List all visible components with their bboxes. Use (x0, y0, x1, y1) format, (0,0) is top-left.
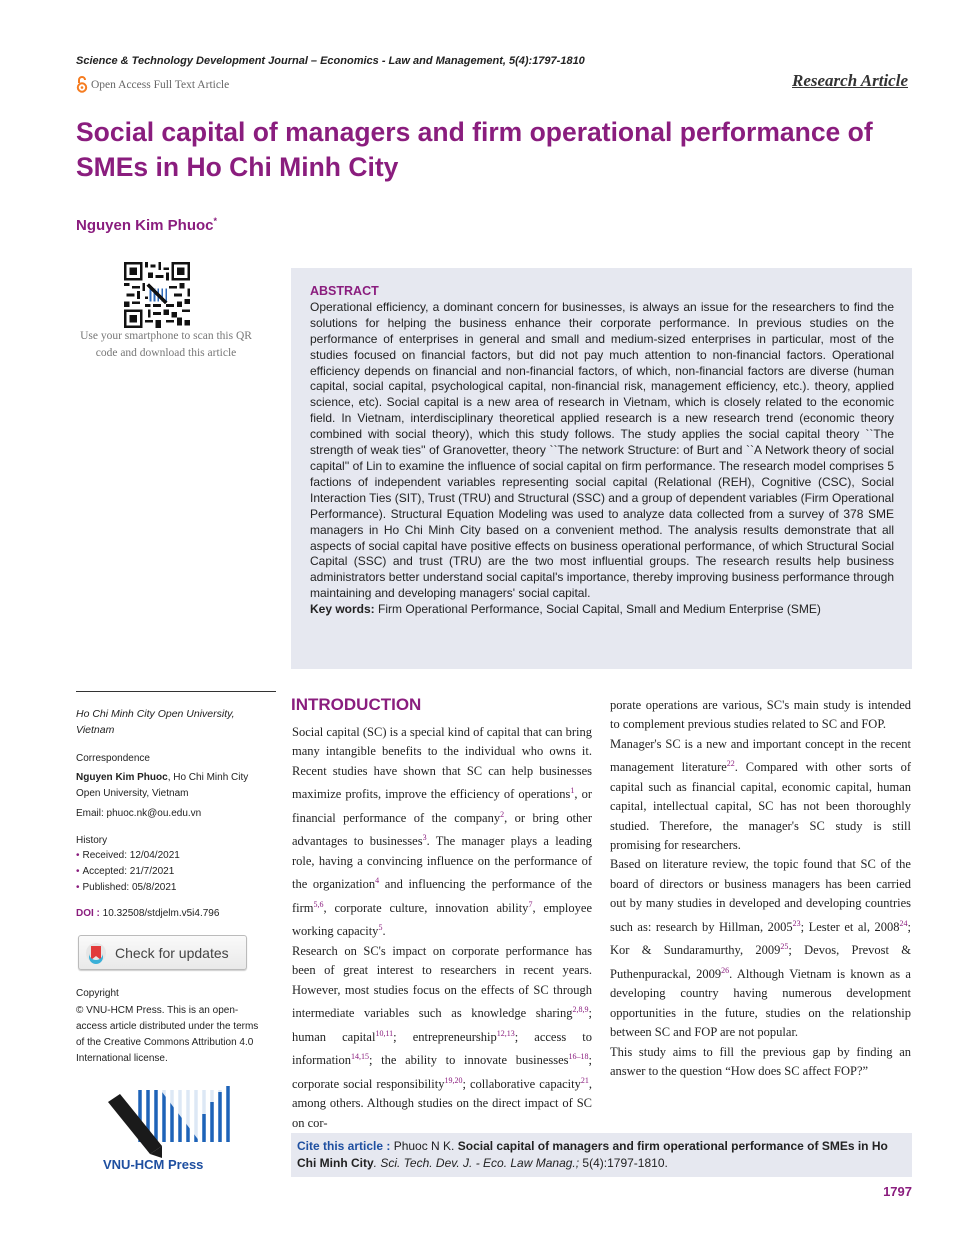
citation-ref[interactable]: 12,13 (496, 1028, 515, 1038)
sidebar-divider (76, 691, 276, 692)
doi-link[interactable]: 10.32508/stdjelm.v5i4.796 (102, 908, 220, 919)
cite-label: Cite this article : (297, 1139, 391, 1153)
author-name: Nguyen Kim Phuoc (76, 217, 214, 234)
citation-ref[interactable]: 14,15 (351, 1052, 370, 1062)
citation-ref[interactable]: 24 (899, 918, 908, 928)
cite-ref: 5(4):1797-1810. (579, 1155, 668, 1170)
publisher-name: VNU-HCM Press (103, 1157, 204, 1172)
citation-ref[interactable]: 1 (570, 786, 575, 796)
copyright-heading: Copyright (76, 988, 119, 999)
history-accepted: • Accepted: 21/7/2021 (76, 864, 266, 880)
citation-ref[interactable]: 5 (378, 923, 383, 933)
qr-caption: Use your smartphone to scan this QR code and download this article (80, 330, 252, 359)
citation-ref[interactable]: 26 (721, 965, 730, 975)
body-column-left (292, 723, 592, 1133)
citation-ref[interactable]: 2,8,9 (572, 1005, 589, 1015)
doi (76, 906, 266, 922)
doi-label: DOI : (76, 908, 100, 919)
correspondence-name: Nguyen Kim Phuoc (76, 772, 168, 783)
section-heading-introduction: INTRODUCTION (291, 695, 422, 714)
history-heading: History (76, 835, 108, 846)
citation-ref[interactable]: 4 (375, 876, 380, 886)
vnu-hcm-press-logo-icon (100, 1080, 240, 1166)
abstract-heading: ABSTRACT (310, 284, 379, 298)
crossmark-icon (85, 942, 107, 964)
citation-ref[interactable]: 2 (500, 809, 505, 819)
correspondence (76, 770, 266, 802)
copyright-text: © VNU-HCM Press. This is an open-access article distributed under the terms of the Creative Commons Attribution 4.0 International license. (76, 1005, 259, 1064)
paragraph: Research on SC's impact on corporate performance has been of great interest to researchers in recent years. However, most studies focus on the effects of SC through intermediate variables such as knowledge sharing$^{2,8,9}$; human capital$^{10,11}$; entrepreneurship$^{12,13}$; access to information$^{14,15}$; the ability to innovate businesses$^{16-18}$; corporate social responsibility$^{19,20}$; collaborative capacity$^{21}$, among others. Although studies on the direct impact of SC on cor- (292, 944, 593, 1130)
check-for-updates-button[interactable] (78, 935, 247, 970)
citation-ref[interactable]: 25 (780, 942, 789, 952)
abstract-box (291, 268, 912, 669)
correspondence-affiliation: , Ho Chi Minh City Open University, Vietnam (76, 772, 249, 799)
citation-ref[interactable]: 19,20 (444, 1075, 463, 1085)
history-received: • Received: 12/04/2021 (76, 848, 266, 864)
qr-code-icon[interactable] (124, 262, 190, 328)
body-column-right (610, 696, 911, 1081)
citation-ref[interactable]: 21 (580, 1075, 589, 1085)
abstract-body: Operational efficiency, a dominant concern for businesses, is always an issue for the researchers to find the solutions for helping the business enhance their corporate performance. In previous studies on the performance of enterprises in general and small and medium-sized enterprises in particular, most of the studies focused on financial factors, but did not pay much attention to non-financial factors. Operational efficiency depends on financial and non-financial factors, of which, non-financial factors are diverse (human capital, social capital, psychological capital, non-financial risk, management efficiency, etc.). theory, applied science, etc). Social capital is a new area of research in Vietnam, which is closely related to the economic field. In Vietnam, interdisciplinary theoretical applied research is a new research trend (economic theory combined with social theory), which this study follows. The study applies the social capital theory ``The strength of weak ties'' of Granovetter, theory ``The network Structure: of Burt and ``A Network theory of social capital'' of Lin to examine the influence of social capital on firm performance. The research model comprises 5 factions of independent variables representing social capital (Relational (REH), Cognitive (CSC), Social Interaction Ties (SIT), Trust (TRU) and Structural (SSC) and a group of dependent variables (Firm Operational Performance). Structural Equation Modeling was used to analyze data collected from a survey of 378 SME managers in Ho Chi Minh City based on a convenient method. The analysis results demonstrate that all aspects of social capital have positive effects on business operational performance, of which Structural Social Capital (SSC) and trust (TRU) are the two most influential groups. The research results help business administrators better understand social capital's importance, thereby improving business performance through maintaining and developing managers' social capital. (310, 299, 894, 601)
author-mark: * (213, 216, 218, 226)
keywords-label: Key words: (310, 602, 375, 617)
page-title: Social capital of managers and firm operational performance of SMEs in Ho Chi Minh City (76, 117, 873, 182)
affiliation: Ho Chi Minh City Open University, Vietnam (76, 708, 235, 736)
journal-header: Science & Technology Development Journal – Economics - Law and Management, 5(4):1797-1810 (76, 55, 585, 67)
correspondence-heading: Correspondence (76, 753, 150, 764)
keywords-list: Firm Operational Performance, Social Capital, Small and Medium Enterprise (SME) (378, 602, 821, 617)
open-access-label: Open Access Full Text Article (91, 78, 230, 91)
paragraph: Based on literature review, the topic found that SC of the board of directors or business managers has been carried out by many studies in developed and developing countries such as: research by Hillman, 2005$^{23}$; Lester et al, 2008$^{24}$; Kor & Sundaramurthy, 2009$^{25}$; Devos, Prevost & Puthenpurackal, 2009$^{26}$. Although Vietnam is known as a developing country having numerous development opportunities in the future, studies on the relationship between SC and FOP are not popular. (610, 857, 911, 1040)
check-for-updates-label: Check for updates (115, 944, 229, 961)
citation-ref[interactable]: 23 (792, 918, 801, 928)
keywords (310, 602, 894, 618)
history-published: • Published: 05/8/2021 (76, 880, 266, 896)
paragraph: porate operations are various, SC's main study is intended to complement previous studies related to SC and FOP. (610, 698, 911, 732)
citation-ref[interactable]: 10,11 (375, 1028, 394, 1038)
citation-ref[interactable]: 3 (422, 833, 427, 843)
citation-ref[interactable]: 5,6 (313, 899, 324, 909)
article-type: Research Article (792, 71, 908, 90)
cite-title: Social capital of managers and firm operational performance of SMEs in Ho Chi Minh City (297, 1139, 888, 1170)
author[interactable] (76, 216, 217, 234)
citation-ref[interactable]: 16–18 (568, 1052, 589, 1062)
open-access-icon (76, 76, 88, 93)
citation-ref[interactable]: 7 (528, 899, 533, 909)
paragraph: Social capital (SC) is a special kind of capital that can bring many intangible benefits to the individual who owns it. Recent studies have shown that SC can help businesses maximize profits, improve the efficiency of operations$^1$, or financial performance of the company$^2$, or bring other advantages to businesses$^3$. The manager plays a leading role, having a convincing influence on the performance of the organization$^4$ and influencing the performance of the firm$^{5,6}$, corporate culture, innovation ability$^7$, employee working capacity$^5$. (292, 725, 593, 939)
cite-authors: Phuoc N K. (390, 1139, 458, 1153)
paragraph: Manager's SC is a new and important concept in the recent management literature$^{22}$. Compared with other sorts of capital such as financial capital, economic capital, human capital, intellectual capital, SC has not been thoroughly studied. Therefore, the manager's SC study is still promising for researchers. (610, 736, 911, 852)
citation-ref[interactable]: 22 (726, 759, 735, 769)
email-link[interactable]: Email: phuoc.nk@ou.edu.vn (76, 808, 202, 819)
cite-journal: . Sci. Tech. Dev. J. - Eco. Law Manag.; (373, 1155, 580, 1170)
open-access (76, 76, 229, 93)
page-number: 1797 (883, 1184, 912, 1199)
paragraph: This study aims to fill the previous gap by finding an answer to the question “How does SC affect FOP?” (610, 1044, 911, 1078)
cite-box (291, 1133, 912, 1177)
history-list (76, 848, 266, 896)
